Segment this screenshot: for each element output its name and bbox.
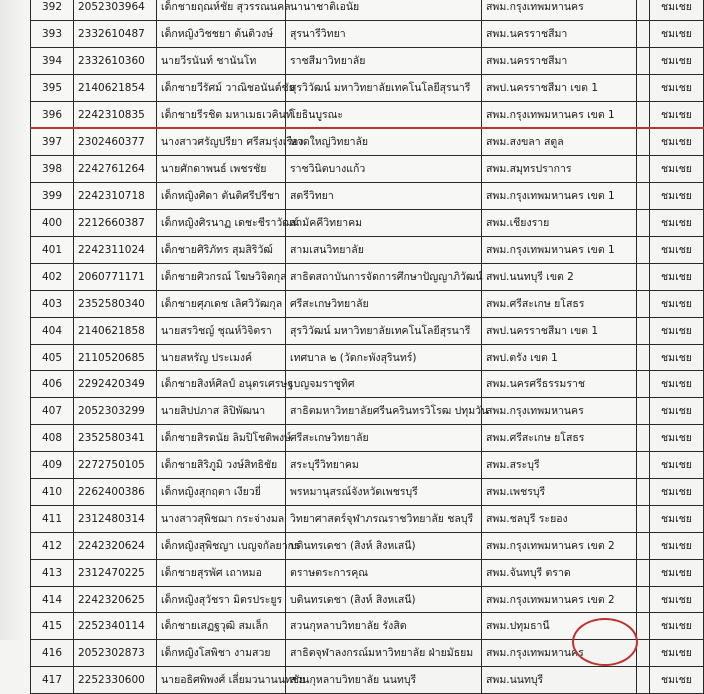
table-row [31, 74, 704, 101]
student-name: เด็กหญิงศิรนาฏ เดชะชีราวัฒน์ [157, 210, 286, 237]
school-name: พรหมานุสรณ์จังหวัดเพชรบุรี [286, 479, 482, 506]
row-number: 411 [31, 505, 74, 532]
table-row [31, 101, 704, 128]
table-row [31, 128, 704, 155]
table-row [31, 667, 704, 694]
student-id: 2302460377 [74, 128, 157, 155]
education-area: สพม.นครราชสีมา [482, 20, 637, 47]
spacer-cell [637, 290, 650, 317]
spacer-cell [637, 505, 650, 532]
row-number: 395 [31, 74, 74, 101]
student-id: 2242320625 [74, 586, 157, 613]
award-result: ชมเชย [650, 640, 704, 667]
student-id: 2272750105 [74, 452, 157, 479]
table-row [31, 20, 704, 47]
award-result: ชมเชย [650, 398, 704, 425]
table-row [31, 425, 704, 452]
award-result: ชมเชย [650, 505, 704, 532]
table-row [31, 640, 704, 667]
education-area: สพม.จันทบุรี ตราด [482, 559, 637, 586]
school-name: สตรีวิทยา [286, 183, 482, 210]
student-id: 2052303964 [74, 0, 157, 20]
row-number: 407 [31, 398, 74, 425]
row-number: 404 [31, 317, 74, 344]
row-number: 405 [31, 344, 74, 371]
table-row [31, 317, 704, 344]
student-name: เด็กชายสิงห์ศิลป์ อนุตรเศรษฐ [157, 371, 286, 398]
student-name: นายสหรัญ ประเมงค์ [157, 344, 286, 371]
table-row [31, 398, 704, 425]
table-row [31, 452, 704, 479]
student-name: เด็กหญิงโสพิชา งามสวย [157, 640, 286, 667]
education-area: สพม.นนทบุรี [482, 667, 637, 694]
row-number: 412 [31, 532, 74, 559]
education-area: สพม.ชลบุรี ระยอง [482, 505, 637, 532]
award-result: ชมเชย [650, 559, 704, 586]
school-name: สามเสนวิทยาลัย [286, 237, 482, 264]
student-id: 2332610487 [74, 20, 157, 47]
education-area: สพม.นครราชสีมา [482, 47, 637, 74]
education-area: สพป.ตรัง เขต 1 [482, 344, 637, 371]
award-result: ชมเชย [650, 210, 704, 237]
spacer-cell [637, 344, 650, 371]
award-result: ชมเชย [650, 156, 704, 183]
education-area: สพม.กรุงเทพมหานคร เขต 2 [482, 586, 637, 613]
school-name: สามัคคีวิทยาคม [286, 210, 482, 237]
education-area: สพม.กรุงเทพมหานคร [482, 0, 637, 20]
spacer-cell [637, 74, 650, 101]
student-name: นายสิปปภาส ลิปิพัฒนา [157, 398, 286, 425]
education-area: สพม.กรุงเทพมหานคร [482, 398, 637, 425]
spacer-cell [637, 183, 650, 210]
award-result: ชมเชย [650, 128, 704, 155]
school-name: เบญจมราชูทิศ [286, 371, 482, 398]
student-id: 2332610360 [74, 47, 157, 74]
table-row [31, 290, 704, 317]
education-area: สพม.กรุงเทพมหานคร เขต 2 [482, 532, 637, 559]
row-number: 402 [31, 263, 74, 290]
page-edge-shadow [0, 0, 30, 640]
spacer-cell [637, 532, 650, 559]
education-area: สพป.นนทบุรี เขต 2 [482, 263, 637, 290]
award-result: ชมเชย [650, 586, 704, 613]
award-result: ชมเชย [650, 479, 704, 506]
table-row [31, 156, 704, 183]
student-name: นายวีรนันท์ ชานันโท [157, 47, 286, 74]
spacer-cell [637, 479, 650, 506]
student-name: เด็กชายรีรชิต มหาเมธเวคินท์ [157, 101, 286, 128]
school-name: สุรนารีวิทยา [286, 20, 482, 47]
school-name: สาธิตมหาวิทยาลัยศรีนครินทรวิโรฒ ปทุมวัน [286, 398, 482, 425]
table-row [31, 613, 704, 640]
table-row [31, 559, 704, 586]
award-result: ชมเชย [650, 20, 704, 47]
spacer-cell [637, 398, 650, 425]
row-number: 400 [31, 210, 74, 237]
student-id: 2312470225 [74, 559, 157, 586]
spacer-cell [637, 210, 650, 237]
row-number: 413 [31, 559, 74, 586]
student-id: 2212660387 [74, 210, 157, 237]
education-area: สพม.ปทุมธานี [482, 613, 637, 640]
student-name: เด็กชายฤณห์ชัย สุวรรณนคล [157, 0, 286, 20]
spacer-cell [637, 237, 650, 264]
education-area: สพป.นครราชสีมา เขต 1 [482, 317, 637, 344]
student-name: นายศักดาพนธ์ เพชรชัย [157, 156, 286, 183]
spacer-cell [637, 640, 650, 667]
school-name: โยธินบูรณะ [286, 101, 482, 128]
education-area: สพม.กรุงเทพมหานคร เขต 1 [482, 101, 637, 128]
award-result: ชมเชย [650, 425, 704, 452]
student-name: เด็กชายสุรพัศ เถาหมอ [157, 559, 286, 586]
student-name: เด็กชายศิวกรณ์ โฆษวิจิตกุล [157, 263, 286, 290]
education-area: สพป.นครราชสีมา เขต 1 [482, 74, 637, 101]
row-number: 398 [31, 156, 74, 183]
school-name: สาธิตจุฬาลงกรณ์มหาวิทยาลัย ฝ่ายมัธยม [286, 640, 482, 667]
spacer-cell [637, 47, 650, 74]
spacer-cell [637, 586, 650, 613]
row-number: 393 [31, 20, 74, 47]
spacer-cell [637, 0, 650, 20]
student-id: 2110520685 [74, 344, 157, 371]
row-number: 392 [31, 0, 74, 20]
award-result: ชมเชย [650, 183, 704, 210]
award-result: ชมเชย [650, 371, 704, 398]
school-name: บดินทรเดชา (สิงห์ สิงหเสนี) [286, 532, 482, 559]
school-name: สาธิตสถาบันการจัดการศึกษาปัญญาภิวัฒน์ [286, 263, 482, 290]
table-row [31, 479, 704, 506]
education-area: สพม.นครศรีธรรมราช [482, 371, 637, 398]
table-row [31, 183, 704, 210]
student-id: 2060771171 [74, 263, 157, 290]
school-name: นานาชาติเอนัย [286, 0, 482, 20]
education-area: สพม.กรุงเทพมหานคร เขต 1 [482, 183, 637, 210]
award-result: ชมเชย [650, 613, 704, 640]
student-name: เด็กชายศุภเดช เลิศวิวัฒกุล [157, 290, 286, 317]
student-id: 2052302873 [74, 640, 157, 667]
table-row [31, 371, 704, 398]
student-id: 2242761264 [74, 156, 157, 183]
student-id: 2242320624 [74, 532, 157, 559]
school-name: บดินทรเดชา (สิงห์ สิงหเสนี) [286, 586, 482, 613]
table-row [31, 532, 704, 559]
spacer-cell [637, 559, 650, 586]
student-id: 2292420349 [74, 371, 157, 398]
school-name: ตราษตระการคุณ [286, 559, 482, 586]
award-result: ชมเชย [650, 263, 704, 290]
school-name: ราชวินิตบางแก้ว [286, 156, 482, 183]
education-area: สพม.สมุทรปราการ [482, 156, 637, 183]
spacer-cell [637, 156, 650, 183]
student-id: 2242310835 [74, 101, 157, 128]
row-number: 397 [31, 128, 74, 155]
row-number: 415 [31, 613, 74, 640]
school-name: ศรีสะเกษวิทยาลัย [286, 425, 482, 452]
student-name: เด็กหญิงศิดา ตันติศรีปรีชา [157, 183, 286, 210]
school-name: เทศบาล ๒ (วัดกะพังสุรินทร์) [286, 344, 482, 371]
table-row [31, 47, 704, 74]
row-number: 396 [31, 101, 74, 128]
spacer-cell [637, 667, 650, 694]
spacer-cell [637, 613, 650, 640]
student-name: นางสาวสุพิชฌา กระจ่างมล [157, 505, 286, 532]
student-id: 2312480314 [74, 505, 157, 532]
row-number: 410 [31, 479, 74, 506]
student-name: เด็กชายสิริภูมิ วงษ์สิทธิชัย [157, 452, 286, 479]
education-area: สพม.เพชรบุรี [482, 479, 637, 506]
row-number: 417 [31, 667, 74, 694]
school-name: หาดใหญ่วิทยาลัย [286, 128, 482, 155]
table-row [31, 263, 704, 290]
award-result: ชมเชย [650, 101, 704, 128]
education-area: สพม.ศรีสะเกษ ยโสธร [482, 425, 637, 452]
award-result: ชมเชย [650, 452, 704, 479]
table-row [31, 210, 704, 237]
row-number: 403 [31, 290, 74, 317]
award-result: ชมเชย [650, 532, 704, 559]
student-id: 2242311024 [74, 237, 157, 264]
spacer-cell [637, 128, 650, 155]
student-name: นายอธิศพิพงศ์ เลี่ยมวนานนทชัย [157, 667, 286, 694]
student-name: เด็กหญิงวิชชยา ต้นติวงษ์ [157, 20, 286, 47]
table-row [31, 344, 704, 371]
award-result: ชมเชย [650, 237, 704, 264]
spacer-cell [637, 425, 650, 452]
school-name: วิทยาศาสตร์จุฬาภรณราชวิทยาลัย ชลบุรี [286, 505, 482, 532]
award-result: ชมเชย [650, 0, 704, 20]
table-row [31, 237, 704, 264]
student-name: เด็กหญิงสุวัชรา มิตรประยูร [157, 586, 286, 613]
student-id: 2352580340 [74, 290, 157, 317]
spacer-cell [637, 101, 650, 128]
spacer-cell [637, 371, 650, 398]
student-id: 2352580341 [74, 425, 157, 452]
spacer-cell [637, 263, 650, 290]
award-result: ชมเชย [650, 47, 704, 74]
education-area: สพม.กรุงเทพมหานคร เขต 1 [482, 237, 637, 264]
spacer-cell [637, 317, 650, 344]
school-name: สระบุรีวิทยาคม [286, 452, 482, 479]
student-name: เด็กชายศิริภัทร สุมสิริวัฒ์ [157, 237, 286, 264]
row-number: 408 [31, 425, 74, 452]
student-id: 2262400386 [74, 479, 157, 506]
row-number: 414 [31, 586, 74, 613]
row-number: 409 [31, 452, 74, 479]
education-area: สพม.สระบุรี [482, 452, 637, 479]
row-number: 399 [31, 183, 74, 210]
education-area: สพม.เชียงราย [482, 210, 637, 237]
school-name: ศรีสะเกษวิทยาลัย [286, 290, 482, 317]
student-name: นายสรวิชญ์ ชุณห์วิจิตรา [157, 317, 286, 344]
table-row [31, 505, 704, 532]
student-id: 2252330600 [74, 667, 157, 694]
student-id: 2140621854 [74, 74, 157, 101]
student-id: 2052303299 [74, 398, 157, 425]
education-area: สพม.กรุงเทพมหานคร [482, 640, 637, 667]
award-result: ชมเชย [650, 74, 704, 101]
school-name: สวนกุหลาบวิทยาลัย นนทบุรี [286, 667, 482, 694]
student-id: 2140621858 [74, 317, 157, 344]
spacer-cell [637, 452, 650, 479]
student-name: เด็กชายเสฏฐวุฒิ สมเล็ก [157, 613, 286, 640]
row-number: 406 [31, 371, 74, 398]
table-row [31, 586, 704, 613]
row-number: 416 [31, 640, 74, 667]
school-name: สุรวิวัฒน์ มหาวิทยาลัยเทคโนโลยีสุรนารี [286, 317, 482, 344]
award-result: ชมเชย [650, 317, 704, 344]
spacer-cell [637, 20, 650, 47]
award-roster-table [30, 0, 704, 694]
education-area: สพม.ศรีสะเกษ ยโสธร [482, 290, 637, 317]
student-name: เด็กหญิงสุพิชญา เบญจกัลยากร [157, 532, 286, 559]
school-name: สุรวิวัฒน์ มหาวิทยาลัยเทคโนโลยีสุรนารี [286, 74, 482, 101]
education-area: สพม.สงขลา สตูล [482, 128, 637, 155]
table-row [31, 0, 704, 20]
row-number: 401 [31, 237, 74, 264]
row-number: 394 [31, 47, 74, 74]
award-result: ชมเชย [650, 290, 704, 317]
student-name: เด็กชายวีรัศม์ วาณิชอนันต์ชัย [157, 74, 286, 101]
award-result: ชมเชย [650, 667, 704, 694]
award-result: ชมเชย [650, 344, 704, 371]
student-name: นางสาวศรัญปรียา ศรีสมรุ่งเรือง [157, 128, 286, 155]
student-id: 2242310718 [74, 183, 157, 210]
student-name: เด็กชายสิรดนัย ลิมปิโชติพงษ์ [157, 425, 286, 452]
student-id: 2252340114 [74, 613, 157, 640]
student-name: เด็กหญิงสุกฤตา เงียวยี่ [157, 479, 286, 506]
school-name: ราชสีมาวิทยาลัย [286, 47, 482, 74]
school-name: สวนกุหลาบวิทยาลัย รังสิต [286, 613, 482, 640]
